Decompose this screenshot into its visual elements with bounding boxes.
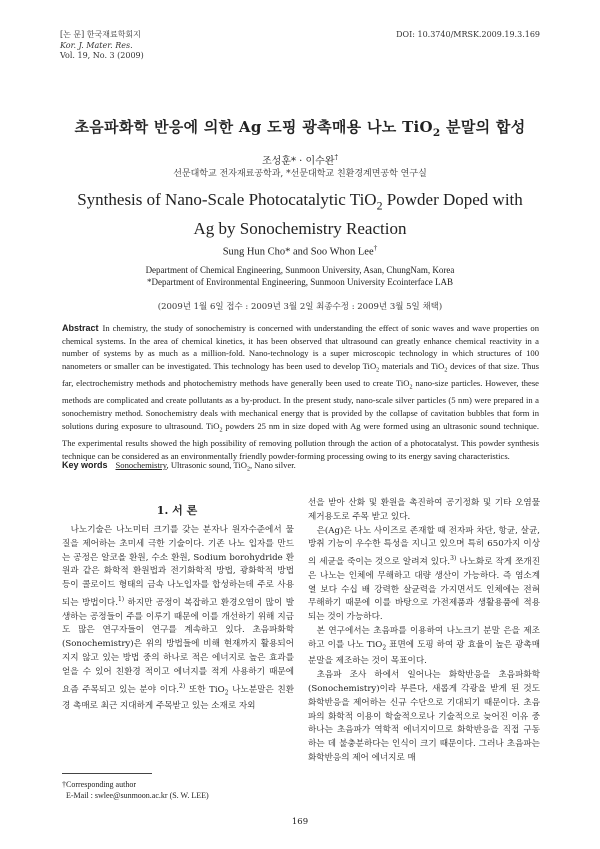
journal-korean-name: [논 문] 한국재료학회지 [60, 30, 141, 39]
page-number: 169 [291, 817, 309, 827]
abstract-text-3: devices of that size. Thus far, electrochemistry methods and photochemistry methods have generally been used to create TiO [62, 360, 539, 389]
korean-title [0, 116, 600, 139]
keywords [62, 460, 539, 473]
english-authors [0, 243, 600, 258]
korean-title-text: 초음파화학 반응에 의한 Ag 도핑 광촉매용 나노 TiO [74, 118, 433, 136]
footnote [62, 779, 209, 801]
col2-sub: 2 [382, 644, 387, 652]
corresponding-mark: † [334, 153, 338, 162]
keywords-sub: 2 [246, 466, 250, 473]
english-title-subscript: 2 [376, 198, 383, 213]
col1-text-d: 나노분말은 친환경 촉매로 최근 지대하게 주목받고 있는 소재로 자외 [62, 684, 295, 711]
received-dates: (2009년 1월 6일 접수 : 2009년 3월 2일 최종수정 : 2009년 3월 5일 채택) [157, 302, 443, 312]
journal-abbrev: Kor. J. Mater. Res. [60, 40, 133, 50]
col1-text-c: 또한 TiO [185, 684, 225, 695]
body-column-right [308, 497, 540, 766]
col1-text-a: 나노기술은 나노미터 크기를 갖는 분자나 원자수준에서 물질을 제어하는 초미세 극한 기술이다. 기존 나노 입자를 만드는 공정은 알코올 환원, 수소 환원, Sodium borohydride 환원과 같은 화학적 환원법과 전기화학적 방법, 광화학적 방법 등이 콜로이드 형태의 금속 나노입자를 합성하는데 주로 사용되는 방법이다. [62, 525, 294, 608]
korean-affiliation: 선문대학교 전자재료공학과, *선문대학교 친환경계면공학 연구실 [173, 169, 427, 179]
section-title-introduction: 1. 서 론 [156, 504, 198, 517]
paragraph: 초음파 조사 하에서 일어나는 화학반응을 초음파화학(Sonochemistry)이라 부른다, 새롭게 각광을 받게 된 것도 화학반응을 제어하는 신규 수단으로 기대되기 때문이다. 초음파의 화학적 이용이 학술적으로나 기술적으로 늦어진 이유 중 하나는 초음파가 역학적 에너지이므로 화학반응을 직접 구동하는 데 불충분하다는 인식이 크기 때문이다. 그러나 초음파는 화학반응의 제어 에너지로 매 [308, 670, 540, 763]
abstract-label: Abstract [62, 323, 99, 333]
keywords-rest-end: , Nano silver. [250, 460, 296, 470]
col2-text-1a: 은(Ag)은 나노 사이즈로 존재할 때 전자파 차단, 항균, 살균, 방취 기능이 우수한 특성을 지니고 있으며 특히 650가지 이상의 세균을 죽이는 것으로 알려져 있다. [308, 525, 540, 568]
abstract-text-1: In chemistry, the study of sonochemistry is concerned with understanding the effect of sonic waves and wave properties on chemical systems. In the area of chemical kinetics, it has been observed that ultrasound can greatly enhance chemical reactivity in a number of systems by as much as a million-fold. Nano-technology is a super microscopic technology in which structures of 100 nanometers or smaller can be investigated. This technology has been used to develop TiO [62, 323, 539, 371]
english-title-line2: Ag by Sonochemistry Reaction [193, 219, 407, 239]
abstract-text-4: nano-size particles. However, these methods are complicated and create pollutants as a by-product. In the present study, nano-scale silver particles (5 nm) were prepared in a sonochemistry method. Sonochemistry deals with mechanical energy that is provided by the collapse of cavitation bubbles that form in solutions during exposure to ultrasound. TiO [62, 378, 539, 431]
keywords-label: Key words [62, 460, 108, 470]
body-column-left [62, 524, 294, 714]
korean-authors-text: 조성훈* · 이수완 [262, 156, 335, 167]
paragraph [308, 525, 540, 625]
english-affiliation-1: Department of Chemical Engineering, Sunmoon University, Asan, ChungNam, Korea [145, 265, 455, 275]
journal-volume: Vol. 19, No. 3 (2009) [60, 51, 144, 60]
col2-text-1b: 나노화로 작게 쪼개진 은 나노는 인체에 무해하고 대량 생산이 가능하다. 즉 염소계열 보다 수십 배 강력한 살균력을 가지면서도 인체에는 전혀 무해하기 때문에 이를 바탕으로 가전제품과 생활용품에 적용되는 것이 가능하다. [308, 557, 540, 623]
korean-title-suffix: 분말의 합성 [440, 118, 526, 136]
col1-text-b: 하지만 공정이 복잡하고 환경오염이 많이 발생하는 공정들이 주를 이루기 때문에 이를 개선하기 위해 지금도 많은 연구자들이 연구를 계속하고 있다. 초음파화학(Sonochemistry)은 위의 방법들에 비해 현재까지 활용되어지지 않고 있는 방법 중의 하나로 적은 에너지로 높은 효과를 얻을 수 있어 친환경 적이고 에너지를 적게 사용하기 때문에 요즘 주목되고 있는 분야 이다. [62, 597, 294, 695]
abstract-sub-3: 2 [409, 384, 413, 391]
col2-text-2b: 표면에 도핑 하여 광 효율이 높은 광촉매분말을 제조하는 것이 목표이다. [308, 639, 541, 667]
journal-header [60, 30, 144, 62]
reference-3[interactable]: 3) [450, 555, 457, 563]
english-title [0, 188, 600, 241]
col1-sub: 2 [224, 689, 229, 697]
corresponding-author-label: †Corresponding author [62, 780, 136, 789]
doi[interactable]: DOI: 10.3740/MRSK.2009.19.3.169 [396, 30, 540, 39]
english-authors-text: Sung Hun Cho* and Soo Whon Lee [222, 246, 374, 258]
abstract-text-2: materials and TiO [379, 360, 445, 371]
corresponding-author-email[interactable]: E-Mail : swlee@sunmoon.ac.kr (S. W. LEE) [66, 791, 209, 800]
paragraph [308, 625, 540, 669]
corresponding-mark-en: † [373, 243, 378, 252]
english-affiliation-2: *Department of Environmental Engineering, Sunmoon University Ecointerface LAB [147, 276, 453, 287]
keyword-sonochemistry[interactable]: Sonochemistry [115, 460, 167, 470]
abstract [62, 322, 539, 462]
english-title-line1-suffix: Powder Doped with [382, 190, 523, 209]
footnote-rule [62, 773, 152, 774]
reference-2[interactable]: 2) [179, 682, 186, 690]
korean-authors [0, 152, 600, 167]
korean-title-subscript: 2 [432, 127, 441, 139]
abstract-sub-4: 2 [219, 427, 223, 434]
paragraph [62, 524, 294, 714]
col2-text-2a: 본 연구에서는 초음파를 이용하여 나노크기 분말 은을 제조하고 이를 나노 TiO [308, 626, 540, 650]
abstract-sub-2: 2 [444, 367, 448, 374]
keywords-rest: , Ultrasonic sound, TiO [166, 460, 247, 470]
english-affiliations [0, 265, 600, 288]
reference-1[interactable]: 1) [117, 595, 125, 603]
abstract-sub-1: 2 [376, 367, 380, 374]
abstract-text-5: powders 25 nm in size doped with Ag were formed using an ultrasonic sound technique. The experimental results showed the high possibility of removing pollution through the action of a photocatalyst. This powder synthesis technique can be considered as an environmentally friendly powder-forming processing owing to its energy saving characteristics. [62, 420, 539, 461]
paragraph-continued: 선을 받아 산화 및 환원을 촉진하여 공기정화 및 기타 오염물 제거용도로 주목 받고 있다. [308, 498, 540, 522]
english-title-line1: Synthesis of Nano-Scale Photocatalytic TiO [77, 190, 377, 209]
